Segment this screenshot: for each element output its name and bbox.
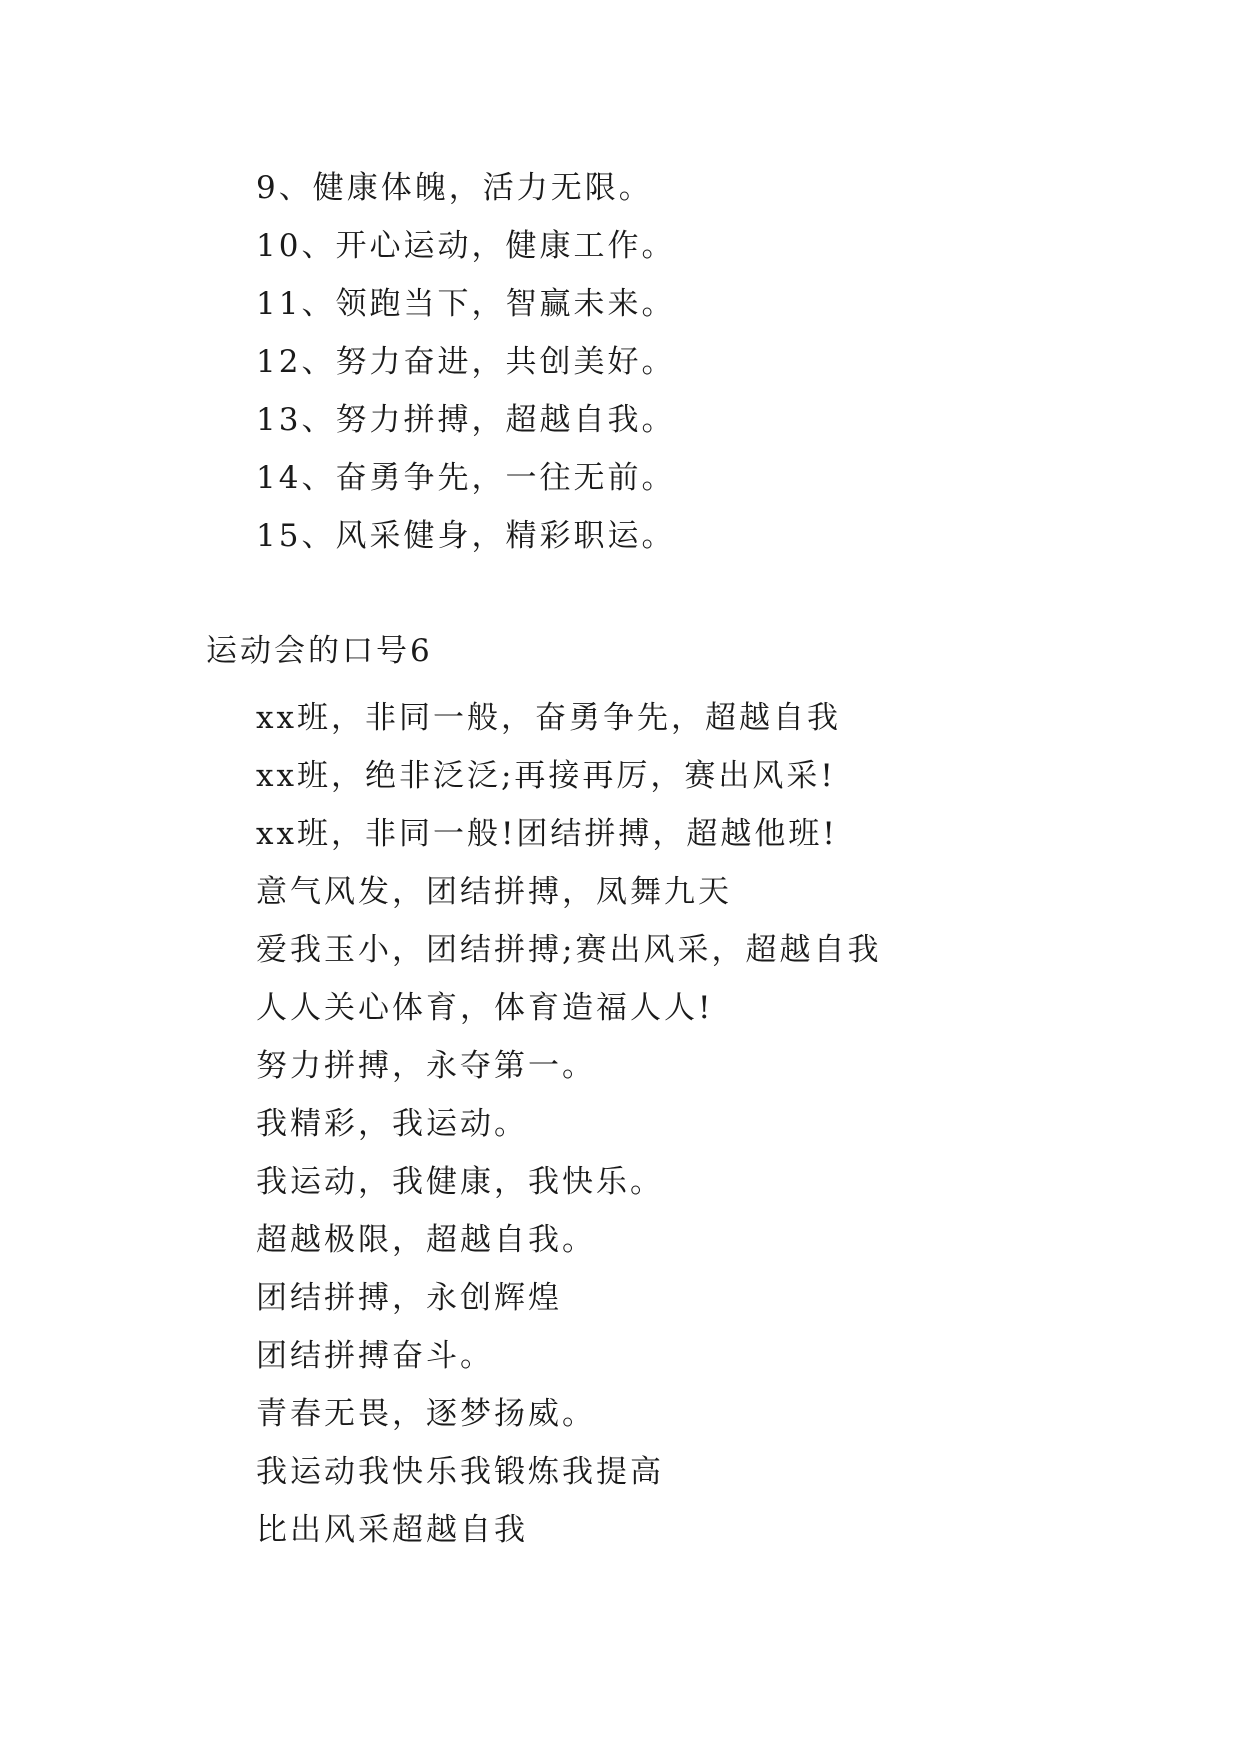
section-title: 运动会的口号6: [206, 633, 433, 669]
slogan-line: 爱我玉小，团结拼搏;赛出风采，超越自我: [256, 932, 882, 968]
slogan-list-part1: [0, 159, 1241, 565]
slogan-line: 14、奋勇争先，一往无前。: [256, 460, 676, 496]
slogan-line: 我精彩，我运动。: [256, 1106, 528, 1142]
slogan-line: 比出风采超越自我: [256, 1512, 528, 1548]
slogan-line: 青春无畏，逐梦扬威。: [256, 1396, 596, 1432]
slogan-line: 我运动，我健康，我快乐。: [256, 1164, 664, 1200]
slogan-line: 15、风采健身，精彩职运。: [256, 518, 676, 554]
slogan-line: 我运动我快乐我锻炼我提高: [256, 1454, 664, 1490]
slogan-line: 超越极限，超越自我。: [256, 1222, 596, 1258]
slogan-line: 10、开心运动，健康工作。: [256, 228, 676, 264]
slogan-line: 努力拼搏，永夺第一。: [256, 1048, 596, 1084]
slogan-line: 9、健康体魄，活力无限。: [256, 170, 653, 206]
slogan-line: 意气风发，团结拼搏，凤舞九天: [256, 874, 732, 910]
slogan-line: 11、领跑当下，智赢未来。: [256, 286, 676, 322]
slogan-line: 人人关心体育，体育造福人人!: [256, 990, 714, 1026]
slogan-list-part2: [0, 689, 1241, 1559]
slogan-line: 13、努力拼搏，超越自我。: [256, 402, 676, 438]
slogan-line: xx班，绝非泛泛;再接再厉，赛出风采!: [256, 758, 836, 794]
slogan-line: xx班，非同一般!团结拼搏，超越他班!: [256, 816, 838, 852]
slogan-line: 团结拼搏，永创辉煌: [256, 1280, 562, 1316]
slogan-line: xx班，非同一般，奋勇争先，超越自我: [256, 700, 841, 736]
slogan-line: 团结拼搏奋斗。: [256, 1338, 494, 1374]
slogan-line: 12、努力奋进，共创美好。: [256, 344, 676, 380]
